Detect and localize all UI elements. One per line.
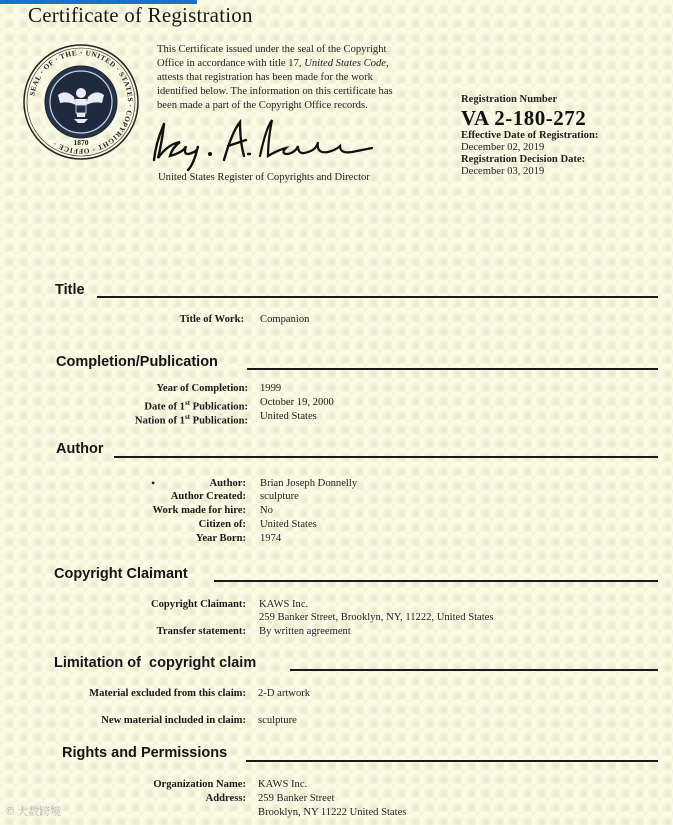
section-heading: Limitation of copyright claim <box>54 655 257 671</box>
field-label-text: Nation of 1 <box>134 415 185 427</box>
intro-line: identified below. The information on this certificate has <box>157 86 393 97</box>
field-label-superscript: st <box>184 413 191 421</box>
seal-ring-text: SEAL · OF · THE · UNITED · STATES · COPYRIGHT · OFFICE · <box>28 48 135 156</box>
field-label: Organization Name: <box>153 779 246 790</box>
field-label: Year of Completion: <box>156 383 248 394</box>
section-rights-heading <box>62 741 227 761</box>
field-label: Author: <box>209 478 246 489</box>
section-heading: Completion/Publication <box>56 354 218 370</box>
source-watermark: © 大数跨境 <box>6 806 62 818</box>
field-label: Author Created: <box>170 491 246 502</box>
effective-date-label: Effective Date of Registration: <box>461 130 599 141</box>
intro-line: been made a part of the Copyright Office records. <box>157 100 368 111</box>
field-label: Work made for hire: <box>152 505 246 516</box>
section-rule <box>290 669 658 671</box>
section-completion-heading <box>56 350 218 370</box>
section-rule <box>247 368 658 370</box>
intro-line <box>157 57 429 71</box>
section-limitation-heading <box>54 651 256 671</box>
section-claimant-heading <box>54 562 188 582</box>
field-label: Material excluded from this claim: <box>89 688 246 699</box>
year-of-completion-value: 1999 <box>260 383 282 394</box>
intro-line-emphasis: United States Code, <box>304 58 389 69</box>
organization-name-value: KAWS Inc. <box>258 779 308 790</box>
section-heading: Copyright Claimant <box>54 566 188 582</box>
registration-number-label: Registration Number <box>461 94 558 105</box>
author-bullet-icon: • <box>151 476 156 490</box>
author-created-value: sculpture <box>260 491 299 502</box>
intro-line: This Certificate issued under the seal of the Copyright <box>157 44 387 55</box>
field-label-superscript: st <box>184 399 191 407</box>
registration-info <box>461 94 666 178</box>
claimant-name-value: KAWS Inc. <box>259 599 309 610</box>
section-author-heading <box>56 437 104 457</box>
field-label <box>0 410 248 429</box>
intro-line: attests that registration has been made for the work <box>157 72 373 83</box>
section-heading: Title <box>55 282 85 298</box>
decision-date: December 03, 2019 <box>461 166 545 177</box>
seal-year: 1870 <box>73 138 89 147</box>
claimant-address-value: 259 Banker Street, Brooklyn, NY, 11222, United States <box>259 612 494 623</box>
field-label: New material included in claim: <box>101 715 246 726</box>
transfer-statement-value: By written agreement <box>259 626 351 637</box>
decision-date-label: Registration Decision Date: <box>461 154 586 165</box>
effective-date: December 02, 2019 <box>461 142 545 153</box>
certificate-intro <box>157 43 429 113</box>
field-label: Copyright Claimant: <box>150 599 246 610</box>
field-label: Address: <box>205 793 246 804</box>
section-rule <box>114 456 658 458</box>
field-label-text: Date of 1 <box>144 401 185 413</box>
section-rule <box>246 760 658 762</box>
field-label: Transfer statement: <box>156 626 246 637</box>
field-label: Citizen of: <box>198 519 246 530</box>
certificate-title: Certificate of Registration <box>28 3 253 27</box>
field-label: Year Born: <box>195 533 246 544</box>
address-line1-value: 259 Banker Street <box>258 793 335 804</box>
register-signature <box>140 112 380 172</box>
first-publication-nation-value: United States <box>260 411 317 422</box>
register-caption: United States Register of Copyrights and Director <box>158 172 370 183</box>
section-title-heading <box>55 278 85 298</box>
author-value: Brian Joseph Donnelly <box>260 478 358 489</box>
field-label-text: Publication: <box>190 401 248 413</box>
material-excluded-value: 2-D artwork <box>258 688 311 699</box>
field-label-text: Publication: <box>190 415 248 427</box>
citizen-of-value: United States <box>260 519 317 530</box>
field-label: Title of Work: <box>179 314 244 325</box>
section-rule <box>97 296 658 298</box>
year-born-value: 1974 <box>260 533 282 544</box>
title-of-work-value: Companion <box>260 314 310 325</box>
section-rule <box>214 580 658 582</box>
section-heading: Rights and Permissions <box>62 745 228 761</box>
address-line2-value: Brooklyn, NY 11222 United States <box>258 807 407 818</box>
copyright-office-seal <box>22 43 140 161</box>
first-publication-date-value: October 19, 2000 <box>260 397 334 408</box>
registration-number: VA 2-180-272 <box>461 106 587 130</box>
intro-line-text: Office in accordance with title 17, <box>157 58 305 69</box>
new-material-value: sculpture <box>258 715 297 726</box>
work-for-hire-value: No <box>260 505 273 516</box>
section-heading: Author <box>56 441 104 457</box>
